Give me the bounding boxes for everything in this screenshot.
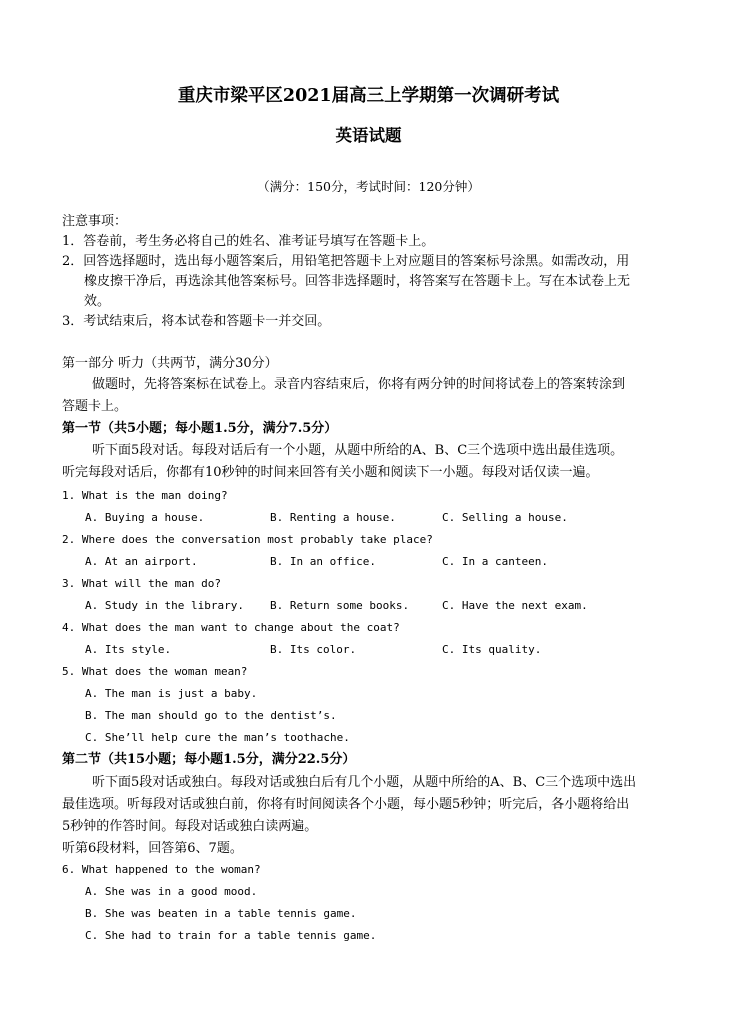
section2-intro-c: 5秒钟的作答时间。每段对话或独白读两遍。 [62,819,318,834]
q4-option-c: C. Its quality. [442,643,542,656]
section2-material: 听第6段材料，回答第6、7题。 [62,841,243,856]
section1-heading: 第一节（共5小题；每小题1.5分，满分7.5分） [62,421,338,436]
notice-item-1: 1．答卷前，考生务必将自己的姓名、准考证号填写在答题卡上。 [62,234,435,249]
q6-option-c: C. She had to train for a table tennis game. [85,929,377,942]
part1-heading: 第一部分 听力（共两节，满分30分） [62,356,278,371]
q4-option-a: A. Its style. [85,643,172,656]
section1-intro-b: 听完每段对话后，你都有10秒钟的时间来回答有关小题和阅读下一小题。每段对话仅读一遍。 [62,465,599,480]
q1-stem: 1. What is the man doing? [62,489,228,502]
section2-intro-b: 最佳选项。听每段对话或独白前，你将有时间阅读各个小题，每小题5秒钟；听完后，各小题将给出 [62,797,630,812]
q6-option-a: A. She was in a good mood. [85,885,258,898]
q4-option-b: B. Its color. [270,643,357,656]
part1-intro-a: 做题时，先将答案标在试卷上。录音内容结束后，你将有两分钟的时间将试卷上的答案转涂到 [92,377,626,392]
q2-option-b: B. In an office. [270,555,376,568]
q1-option-b: B. Renting a house. [270,511,396,524]
q1-option-c: C. Selling a house. [442,511,568,524]
notice-item-2c: 效。 [84,294,111,309]
notice-item-2a: 2．回答选择题时，选出每小题答案后，用铅笔把答题卡上对应题目的答案标号涂黑。如需改动，用 [62,254,630,269]
page-title: 重庆市梁平区2021届高三上学期第一次调研考试 [177,86,560,106]
q2-stem: 2. Where does the conversation most probably take place? [62,533,433,546]
q3-option-a: A. Study in the library. [85,599,244,612]
q5-stem: 5. What does the woman mean? [62,665,248,678]
q5-option-b: B. The man should go to the dentist’s. [85,709,337,722]
notice-heading: 注意事项： [62,214,128,229]
q3-stem: 3. What will the man do? [62,577,221,590]
notice-item-2b: 橡皮擦干净后，再选涂其他答案标号。回答非选择题时，将答案写在答题卡上。写在本试卷上无 [84,274,631,289]
notice-item-3: 3．考试结束后，将本试卷和答题卡一并交回。 [62,314,331,329]
q2-option-a: A. At an airport. [85,555,198,568]
section2-heading: 第二节（共15小题；每小题1.5分，满分22.5分） [62,752,356,767]
q5-option-a: A. The man is just a baby. [85,687,258,700]
q6-option-b: B. She was beaten in a table tennis game. [85,907,357,920]
exam-info: （满分：150分，考试时间：120分钟） [257,179,480,194]
q6-stem: 6. What happened to the woman? [62,863,261,876]
part1-intro-b: 答题卡上。 [62,399,128,414]
q1-option-a: A. Buying a house. [85,511,205,524]
section2-intro-a: 听下面5段对话或独白。每段对话或独白后有几个小题，从题中所给的A、B、C三个选项中选出 [92,775,637,790]
q3-option-b: B. Return some books. [270,599,410,612]
page-subtitle: 英语试题 [335,126,402,145]
q3-option-c: C. Have the next exam. [442,599,588,612]
q2-option-c: C. In a canteen. [442,555,548,568]
section1-intro-a: 听下面5段对话。每段对话后有一个小题，从题中所给的A、B、C三个选项中选出最佳选项。 [92,443,624,458]
q4-stem: 4. What does the man want to change about the coat? [62,621,400,634]
q5-option-c: C. She’ll help cure the man’s toothache. [85,731,350,744]
